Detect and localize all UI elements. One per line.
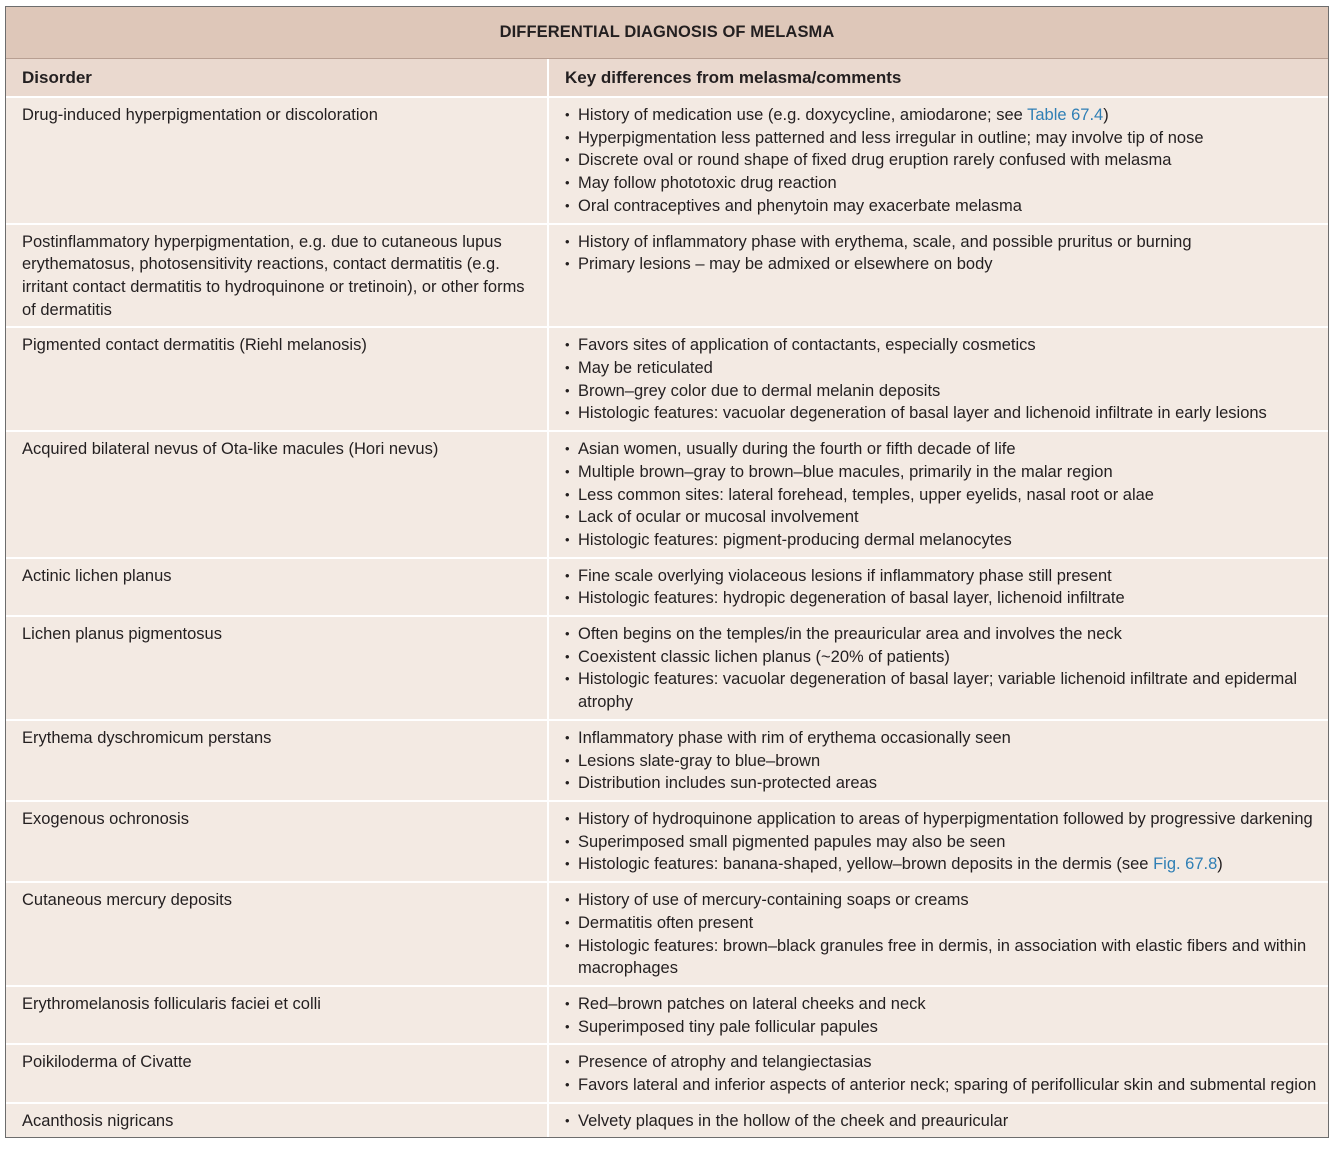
comment-item — [565, 668, 1320, 713]
comment-item — [565, 195, 1320, 218]
comments-cell — [549, 432, 1328, 557]
comments-list — [565, 889, 1320, 980]
comment-item — [565, 104, 1320, 127]
comment-item — [565, 1074, 1320, 1097]
disorder-cell: Erythema dyschromicum perstans — [6, 721, 549, 800]
comment-text: Superimposed tiny pale follicular papules — [578, 1017, 878, 1036]
disorder-cell: Poikiloderma of Civatte — [6, 1045, 549, 1101]
table-row — [6, 223, 1328, 327]
comment-text: Discrete oval or round shape of fixed drug eruption rarely confused with melasma — [578, 151, 1172, 170]
comments-list — [565, 104, 1320, 218]
comment-text: Lesions slate-gray to blue–brown — [578, 751, 821, 770]
comment-item — [565, 127, 1320, 150]
comments-cell — [549, 883, 1328, 985]
comment-item — [565, 727, 1320, 750]
table-row — [6, 430, 1328, 557]
comments-cell — [549, 802, 1328, 881]
header-row — [6, 59, 1328, 96]
table-row — [6, 615, 1328, 719]
comment-item — [565, 853, 1320, 876]
comment-text: Lack of ocular or mucosal involvement — [578, 508, 859, 527]
comment-text: History of use of mercury-containing soaps or creams — [578, 891, 969, 910]
comment-item — [565, 172, 1320, 195]
table-row — [6, 1102, 1328, 1138]
comment-item — [565, 334, 1320, 357]
comment-item — [565, 484, 1320, 507]
comments-cell — [549, 225, 1328, 327]
table-row — [6, 96, 1328, 223]
comment-item — [565, 1016, 1320, 1039]
comment-item — [565, 149, 1320, 172]
comment-text: May be reticulated — [578, 359, 713, 378]
comment-text: Favors sites of application of contactants, especially cosmetics — [578, 336, 1036, 355]
comments-list — [565, 565, 1320, 610]
comment-item — [565, 1110, 1320, 1133]
comment-text: Hyperpigmentation less patterned and less irregular in outline; may involve tip of nose — [578, 128, 1204, 147]
comment-item — [565, 993, 1320, 1016]
comment-text: Primary lesions – may be admixed or elsewhere on body — [578, 255, 993, 274]
comment-text: Less common sites: lateral forehead, temples, upper eyelids, nasal root or alae — [578, 485, 1154, 504]
comment-text: History of hydroquinone application to areas of hyperpigmentation followed by progressive darkening — [578, 809, 1313, 828]
comment-text: Histologic features: banana-shaped, yellow–brown deposits in the dermis (see — [578, 855, 1154, 874]
disorder-cell: Acanthosis nigricans — [6, 1104, 549, 1138]
comment-text: Histologic features: pigment-producing dermal melanocytes — [578, 530, 1012, 549]
disorder-cell: Erythromelanosis follicularis faciei et colli — [6, 987, 549, 1043]
disorder-cell: Actinic lichen planus — [6, 559, 549, 615]
disorder-cell: Lichen planus pigmentosus — [6, 617, 549, 719]
disorder-cell: Exogenous ochronosis — [6, 802, 549, 881]
comment-item — [565, 808, 1320, 831]
table-body — [6, 96, 1328, 1137]
table-row — [6, 881, 1328, 985]
comment-item — [565, 772, 1320, 795]
table-row — [6, 719, 1328, 800]
comment-item — [565, 889, 1320, 912]
comments-list — [565, 1051, 1320, 1096]
column-header-disorder: Disorder — [6, 59, 549, 96]
comment-text: Velvety plaques in the hollow of the cheek and preauricular — [578, 1111, 1009, 1130]
comment-item — [565, 935, 1320, 980]
comments-list — [565, 808, 1320, 876]
comment-item — [565, 506, 1320, 529]
comments-cell — [549, 559, 1328, 615]
comments-cell — [549, 617, 1328, 719]
table-row — [6, 985, 1328, 1043]
disorder-cell: Drug-induced hyperpigmentation or discoloration — [6, 98, 549, 223]
comment-item — [565, 623, 1320, 646]
comment-item — [565, 253, 1320, 276]
cross-reference-link[interactable]: Table 67.4 — [1027, 106, 1104, 124]
comments-list — [565, 438, 1320, 552]
comments-list — [565, 993, 1320, 1038]
comment-item — [565, 529, 1320, 552]
comments-list — [565, 1110, 1320, 1133]
disorder-cell: Pigmented contact dermatitis (Riehl melanosis) — [6, 328, 549, 430]
comment-text: Dermatitis often present — [578, 913, 754, 932]
comment-text: Asian women, usually during the fourth or fifth decade of life — [578, 440, 1016, 459]
comment-item — [565, 565, 1320, 588]
table-title: DIFFERENTIAL DIAGNOSIS OF MELASMA — [6, 7, 1328, 59]
comment-text: History of medication use (e.g. doxycycline, amiodarone; see — [578, 106, 1028, 124]
comment-text: Histologic features: brown–black granules free in dermis, in association with elastic fibers and within macrophages — [578, 936, 1307, 978]
comment-item — [565, 461, 1320, 484]
comment-item — [565, 912, 1320, 935]
comment-text: Inflammatory phase with rim of erythema occasionally seen — [578, 728, 1011, 747]
comments-list — [565, 623, 1320, 714]
comment-text: Histologic features: hydropic degeneration of basal layer, lichenoid infiltrate — [578, 589, 1125, 608]
disorder-cell: Cutaneous mercury deposits — [6, 883, 549, 985]
comment-text: Red–brown patches on lateral cheeks and neck — [578, 994, 926, 1013]
diagnosis-table — [5, 6, 1329, 1138]
comment-item — [565, 1051, 1320, 1074]
comments-cell — [549, 721, 1328, 800]
comment-text: Distribution includes sun-protected areas — [578, 774, 877, 793]
comment-item — [565, 831, 1320, 854]
comments-list — [565, 334, 1320, 425]
comments-cell — [549, 987, 1328, 1043]
comment-text: Superimposed small pigmented papules may also be seen — [578, 832, 1006, 851]
comment-item — [565, 231, 1320, 254]
comment-text: May follow phototoxic drug reaction — [578, 174, 837, 193]
disorder-cell: Acquired bilateral nevus of Ota-like macules (Hori nevus) — [6, 432, 549, 557]
comments-cell — [549, 1104, 1328, 1138]
comment-item — [565, 438, 1320, 461]
comment-item — [565, 402, 1320, 425]
table-row — [6, 326, 1328, 430]
comment-item — [565, 357, 1320, 380]
comment-item — [565, 380, 1320, 403]
comment-item — [565, 587, 1320, 610]
comments-cell — [549, 98, 1328, 223]
comment-text: History of inflammatory phase with erythema, scale, and possible pruritus or burning — [578, 232, 1192, 251]
comment-text: Favors lateral and inferior aspects of anterior neck; sparing of perifollicular skin and submental region — [578, 1076, 1317, 1095]
comments-list — [565, 727, 1320, 795]
comment-text: Often begins on the temples/in the preauricular area and involves the neck — [578, 625, 1122, 644]
comment-item — [565, 646, 1320, 669]
comment-text: Coexistent classic lichen planus (~20% of patients) — [578, 647, 950, 666]
comment-text: Histologic features: vacuolar degeneration of basal layer and lichenoid infiltrate in early lesions — [578, 404, 1267, 423]
comment-text-suffix: ) — [1217, 855, 1223, 874]
table-row — [6, 1043, 1328, 1101]
table-row — [6, 557, 1328, 615]
comments-cell — [549, 328, 1328, 430]
comments-cell — [549, 1045, 1328, 1101]
comment-text: Histologic features: vacuolar degeneration of basal layer; variable lichenoid infiltrate and epidermal atrophy — [578, 670, 1298, 712]
comment-text: Multiple brown–gray to brown–blue macules, primarily in the malar region — [578, 462, 1113, 481]
comment-text-suffix: ) — [1103, 106, 1109, 124]
comment-text: Oral contraceptives and phenytoin may exacerbate melasma — [578, 196, 1022, 215]
table-row — [6, 800, 1328, 881]
cross-reference-link[interactable]: Fig. 67.8 — [1153, 855, 1218, 874]
comment-text: Presence of atrophy and telangiectasias — [578, 1053, 872, 1072]
column-header-comments: Key differences from melasma/comments — [565, 68, 902, 87]
comment-item — [565, 750, 1320, 773]
disorder-cell: Postinflammatory hyperpigmentation, e.g. due to cutaneous lupus erythematosus, photosensitivity reactions, contact dermatitis (e.g. irritant contact dermatitis to hydroquinone or tretinoin), or other forms of dermatitis — [6, 225, 549, 327]
comments-list — [565, 231, 1320, 276]
comment-text: Brown–grey color due to dermal melanin deposits — [578, 381, 941, 400]
comment-text: Fine scale overlying violaceous lesions if inflammatory phase still present — [578, 566, 1112, 585]
